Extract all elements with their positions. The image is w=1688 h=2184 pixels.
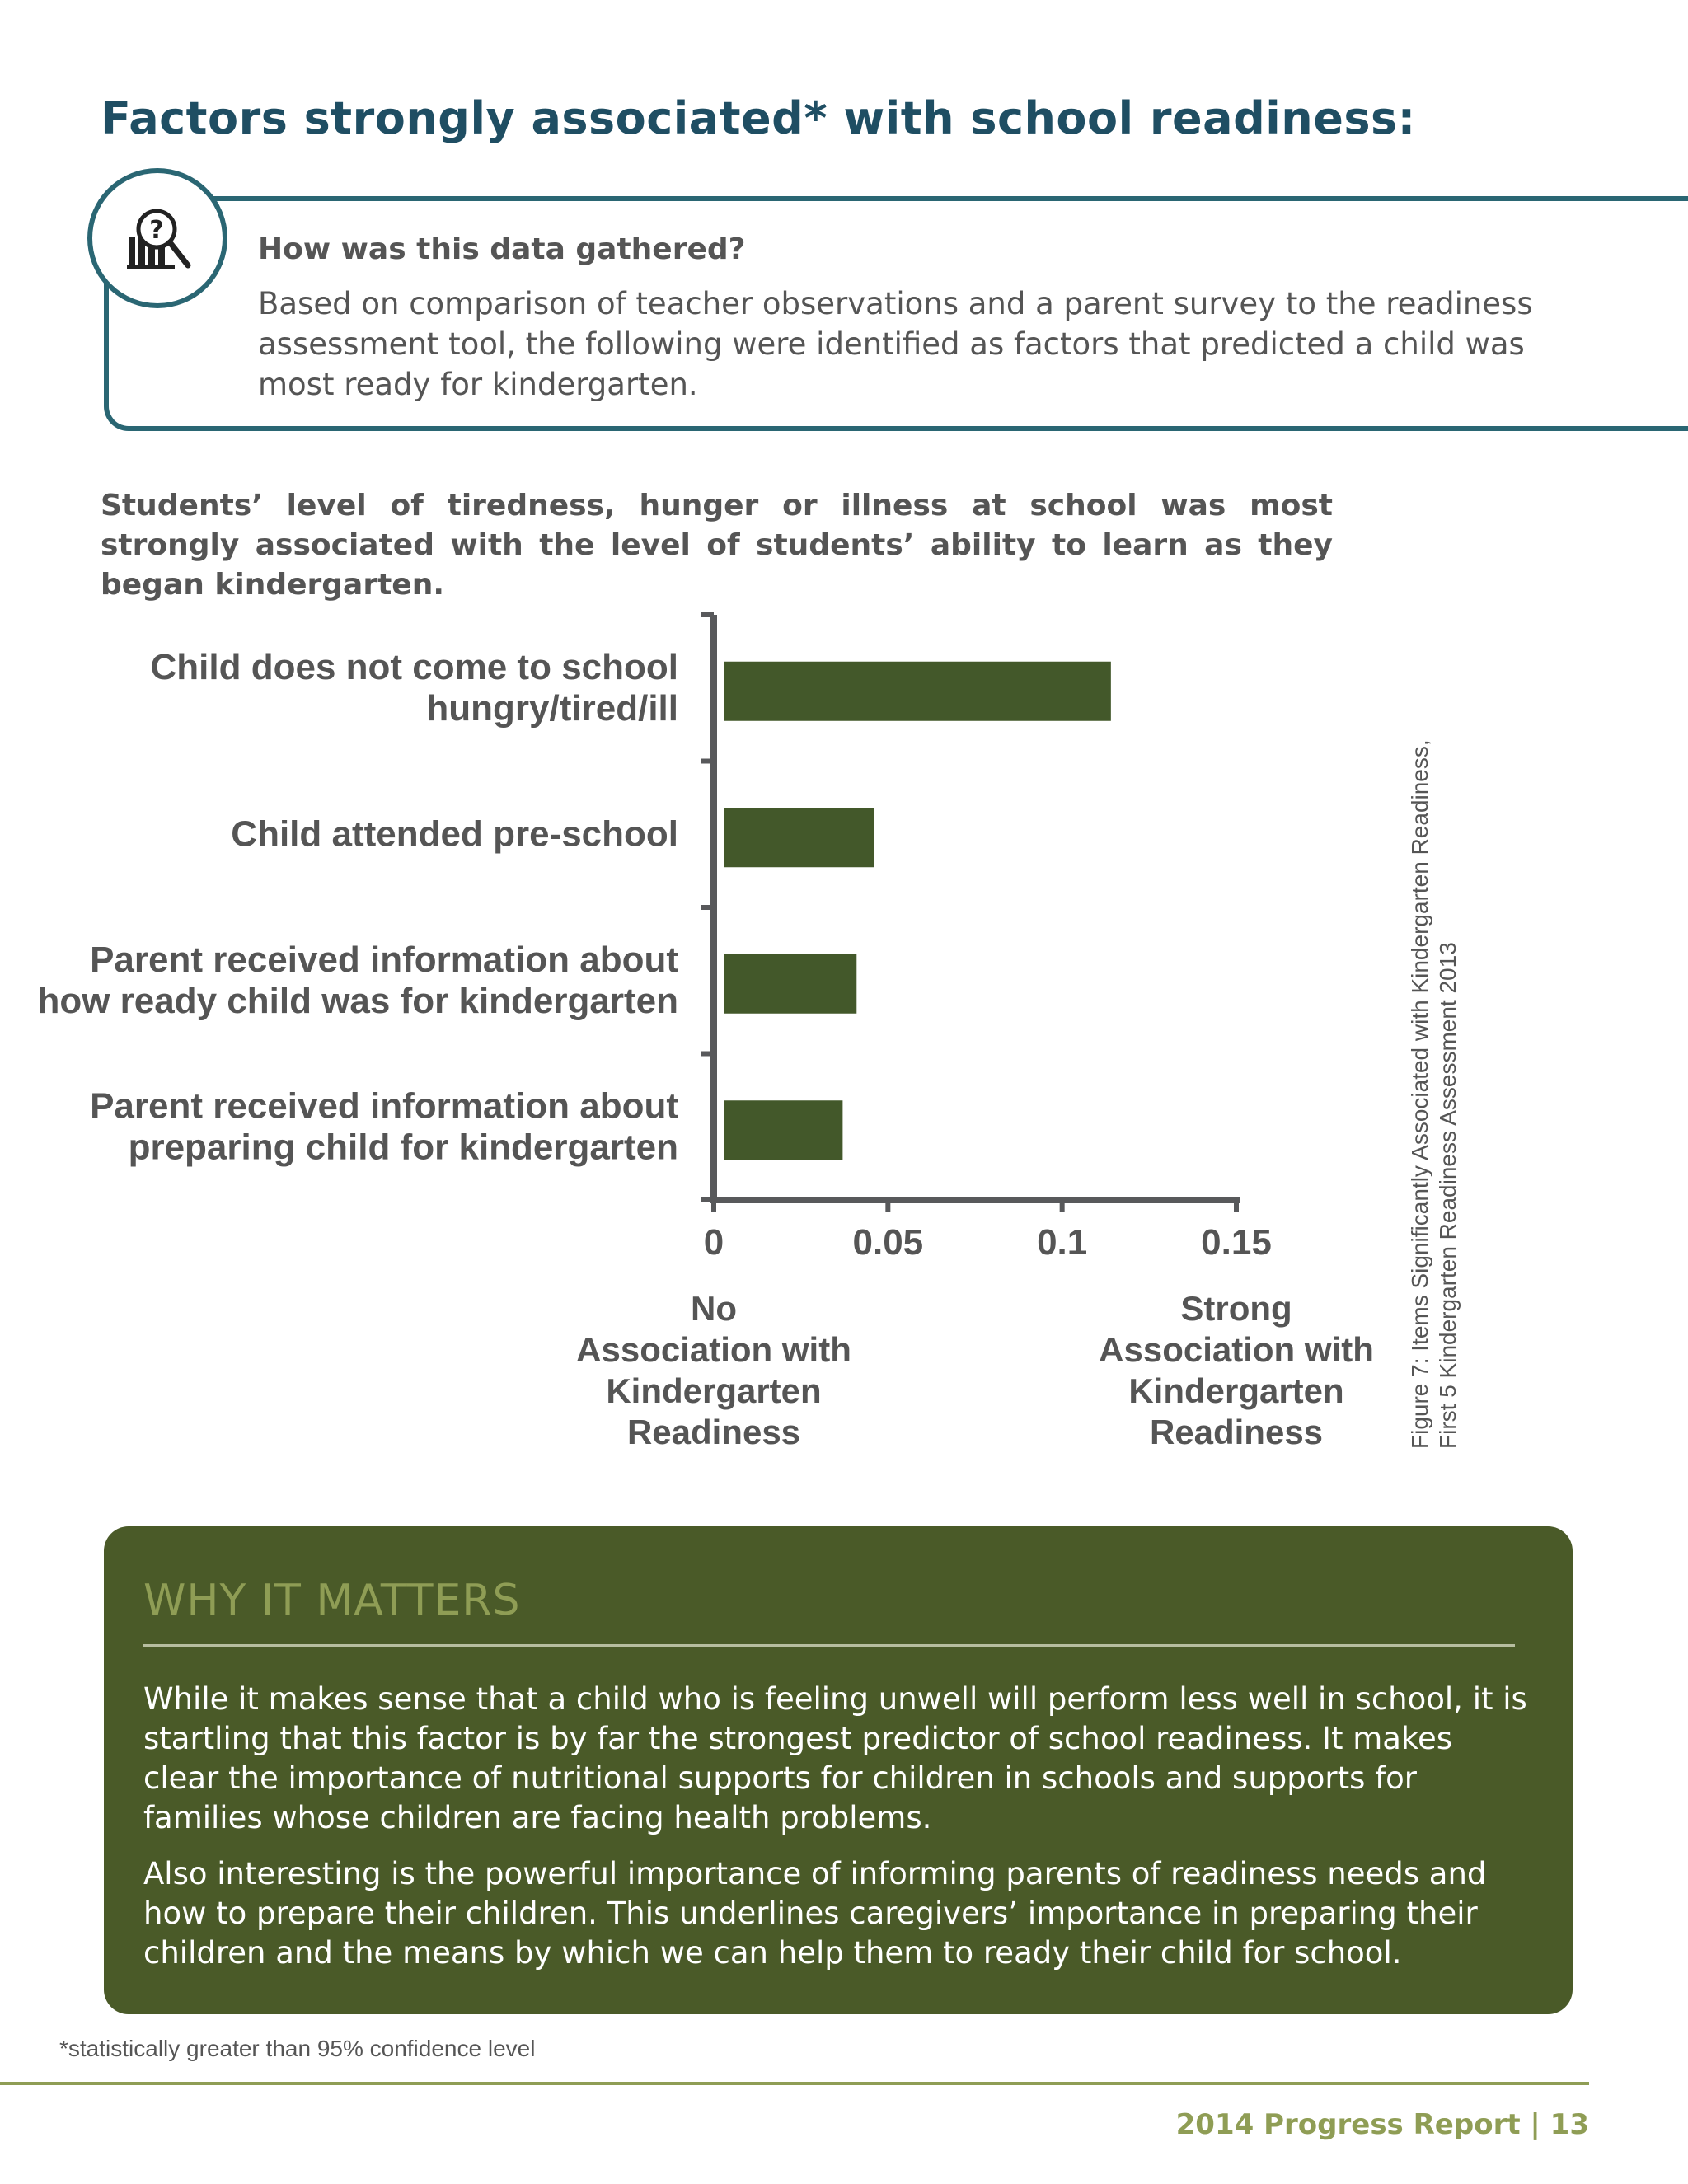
- why-it-matters-heading: WHY IT MATTERS: [143, 1576, 521, 1625]
- x-tick-label: 0.15: [1201, 1222, 1272, 1263]
- svg-text:?: ?: [149, 216, 164, 245]
- figure-caption: First 5 Kindergarten Readiness Assessment 2013: [1435, 942, 1461, 1449]
- category-label: Child attended pre-school: [231, 813, 678, 855]
- page-number-label: 2014 Progress Report | 13: [1175, 2108, 1589, 2141]
- x-end-label: Association with: [576, 1330, 851, 1369]
- category-label: preparing child for kindergarten: [128, 1127, 678, 1168]
- bar-chart: [0, 577, 1688, 1467]
- footer-rule: [0, 2082, 1589, 2085]
- category-label: Parent received information about: [90, 1085, 678, 1127]
- x-end-label: No: [691, 1289, 737, 1328]
- bar-2: [724, 808, 874, 867]
- x-tick-label: 0.1: [1037, 1222, 1088, 1263]
- bar-4: [724, 1100, 842, 1160]
- category-label: how ready child was for kindergarten: [37, 980, 678, 1021]
- category-label: hungry/tired/ill: [426, 687, 678, 729]
- info-circle: [87, 168, 227, 308]
- why-paragraph-1: While it makes sense that a child who is feeling unwell will perform less well in school, it is startling that this factor is by far the strongest predictor of school readiness. It makes clear the importance of nutritional supports for children in schools and supports for families whose children are facing health problems.: [143, 1681, 1527, 1835]
- x-tick-label: 0.05: [852, 1222, 924, 1263]
- lead-paragraph: Students’ level of tiredness, hunger or illness at school was most strongly associated with the level of students’ ability to learn as they began kindergarten.: [101, 489, 1333, 602]
- x-end-label: Readiness: [626, 1413, 801, 1451]
- category-label: Parent received information about: [90, 939, 678, 980]
- info-body: Based on comparison of teacher observations and a parent survey to the readiness assessment tool, the following were identified as factors that predicted a child was most ready for kindergarten.: [258, 286, 1533, 402]
- why-it-matters-box: [104, 1526, 1573, 2014]
- divider: [143, 1644, 1515, 1647]
- why-paragraph-2: Also interesting is the powerful importance of informing parents of readiness needs and how to prepare their children. This underlines caregivers’ importance in preparing their children and the means by which we can help them to ready their child for school.: [143, 1856, 1487, 1971]
- x-end-label: Strong: [1180, 1289, 1292, 1328]
- page-title: Factors strongly associated* with school readiness:: [101, 92, 1416, 144]
- x-end-label: Association with: [1099, 1330, 1374, 1369]
- x-end-label: Kindergarten: [606, 1371, 822, 1410]
- x-end-label: Kindergarten: [1128, 1371, 1344, 1410]
- magnifier-question-icon: [124, 204, 191, 272]
- footnote: *statistically greater than 95% confidence level: [59, 2036, 536, 2061]
- x-tick-label: 0: [703, 1222, 724, 1263]
- bar-1: [724, 662, 1111, 721]
- info-question: How was this data gathered?: [258, 232, 746, 266]
- x-end-label: Readiness: [1149, 1413, 1324, 1451]
- figure-caption: Figure 7: Items Significantly Associated with Kindergarten Readiness,: [1407, 739, 1432, 1449]
- category-label: Child does not come to school: [150, 646, 678, 687]
- bar-3: [724, 954, 856, 1014]
